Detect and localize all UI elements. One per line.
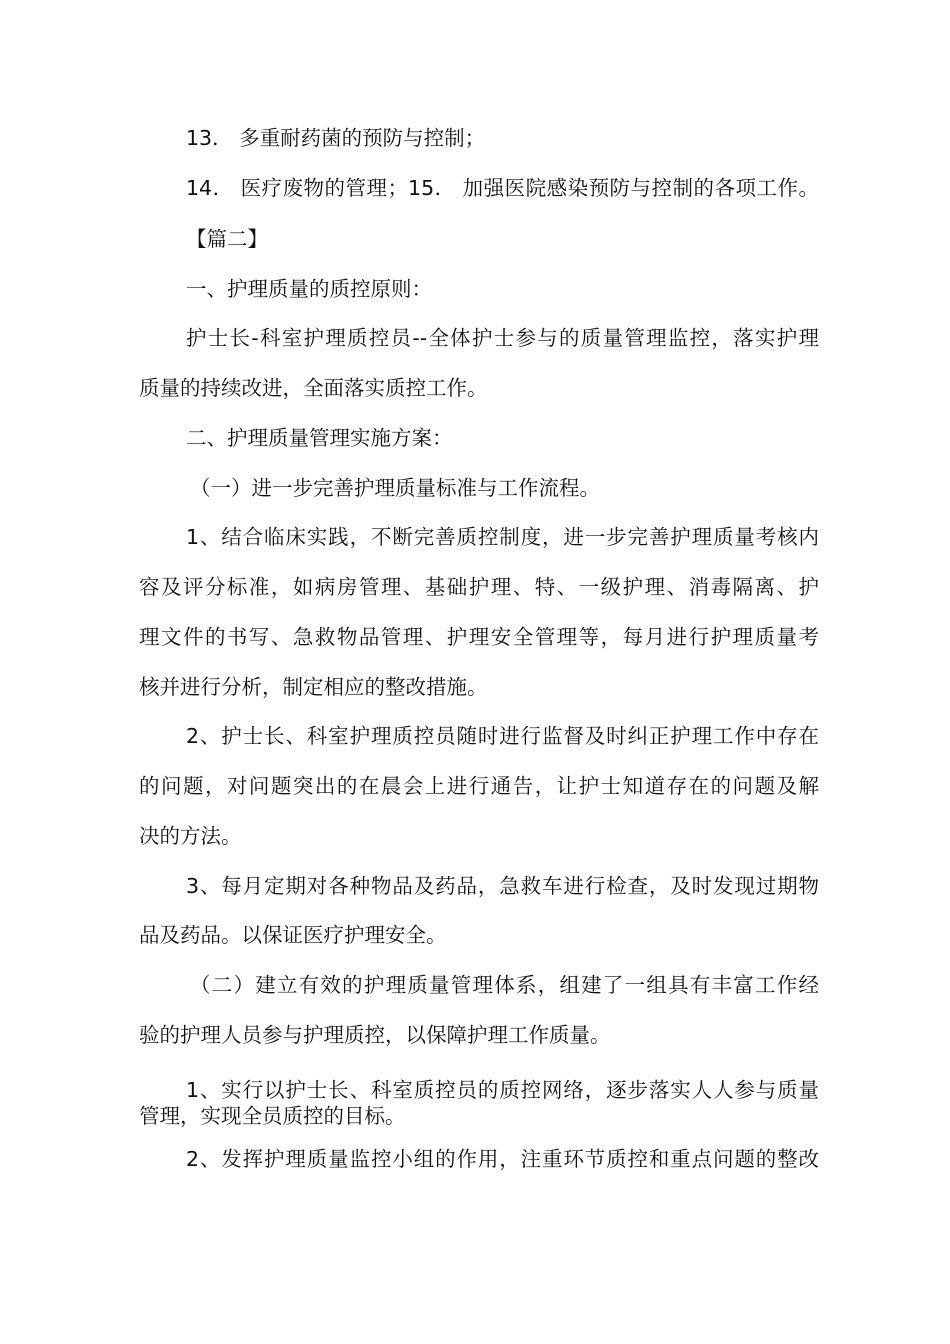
text-line: 2、护士长、科室护理质控员随时进行监督及时纠正护理工作中存在 [186,724,819,748]
text-line: 二、护理质量管理实施方案： [186,426,453,450]
text-line: （二）建立有效的护理质量管理体系，组建了一组具有丰富工作经 [190,973,819,997]
text-line: 的问题，对问题突出的在晨会上进行通告，让护士知道存在的问题及解 [139,774,819,798]
text-line: 验的护理人员参与护理质控，以保障护理工作质量。 [139,1023,611,1047]
text-line: 1、结合临床实践，不断完善质控制度，进一步完善护理质量考核内 [186,525,819,549]
text-line: 品及药品。以保证医疗护理安全。 [139,923,447,947]
text-line: （一）进一步完善护理质量标准与工作流程。 [190,476,600,500]
text-line: 3、每月定期对各种物品及药品，急救车进行检查，及时发现过期物 [186,874,819,898]
text-line: 14． 医疗废物的管理；15． 加强医院感染预防与控制的各项工作。 [186,176,819,200]
text-line: 理文件的书写、急救物品管理、护理安全管理等，每月进行护理质量考 [139,625,819,649]
text-line: 1、实行以护士长、科室质控员的质控网络，逐步落实人人参与质量 [186,1078,819,1102]
text-line: 核并进行分析，制定相应的整改措施。 [139,675,488,699]
text-line: 13． 多重耐药菌的预防与控制； [186,126,486,150]
text-line: 决的方法。 [139,824,242,848]
text-line: 一、护理质量的质控原则： [186,277,432,301]
text-line: 容及评分标准，如病房管理、基础护理、特、一级护理、消毒隔离、护 [139,575,819,599]
text-line: 管理，实现全员质控的目标。 [139,1104,406,1128]
text-line: 2、发挥护理质量监控小组的作用，注重环节质控和重点问题的整改 [186,1147,819,1171]
text-line: 护士长-科室护理质控员--全体护士参与的质量管理监控，落实护理 [186,326,819,350]
text-line: 质量的持续改进，全面落实质控工作。 [139,376,488,400]
section-heading: 【篇二】 [186,227,268,251]
